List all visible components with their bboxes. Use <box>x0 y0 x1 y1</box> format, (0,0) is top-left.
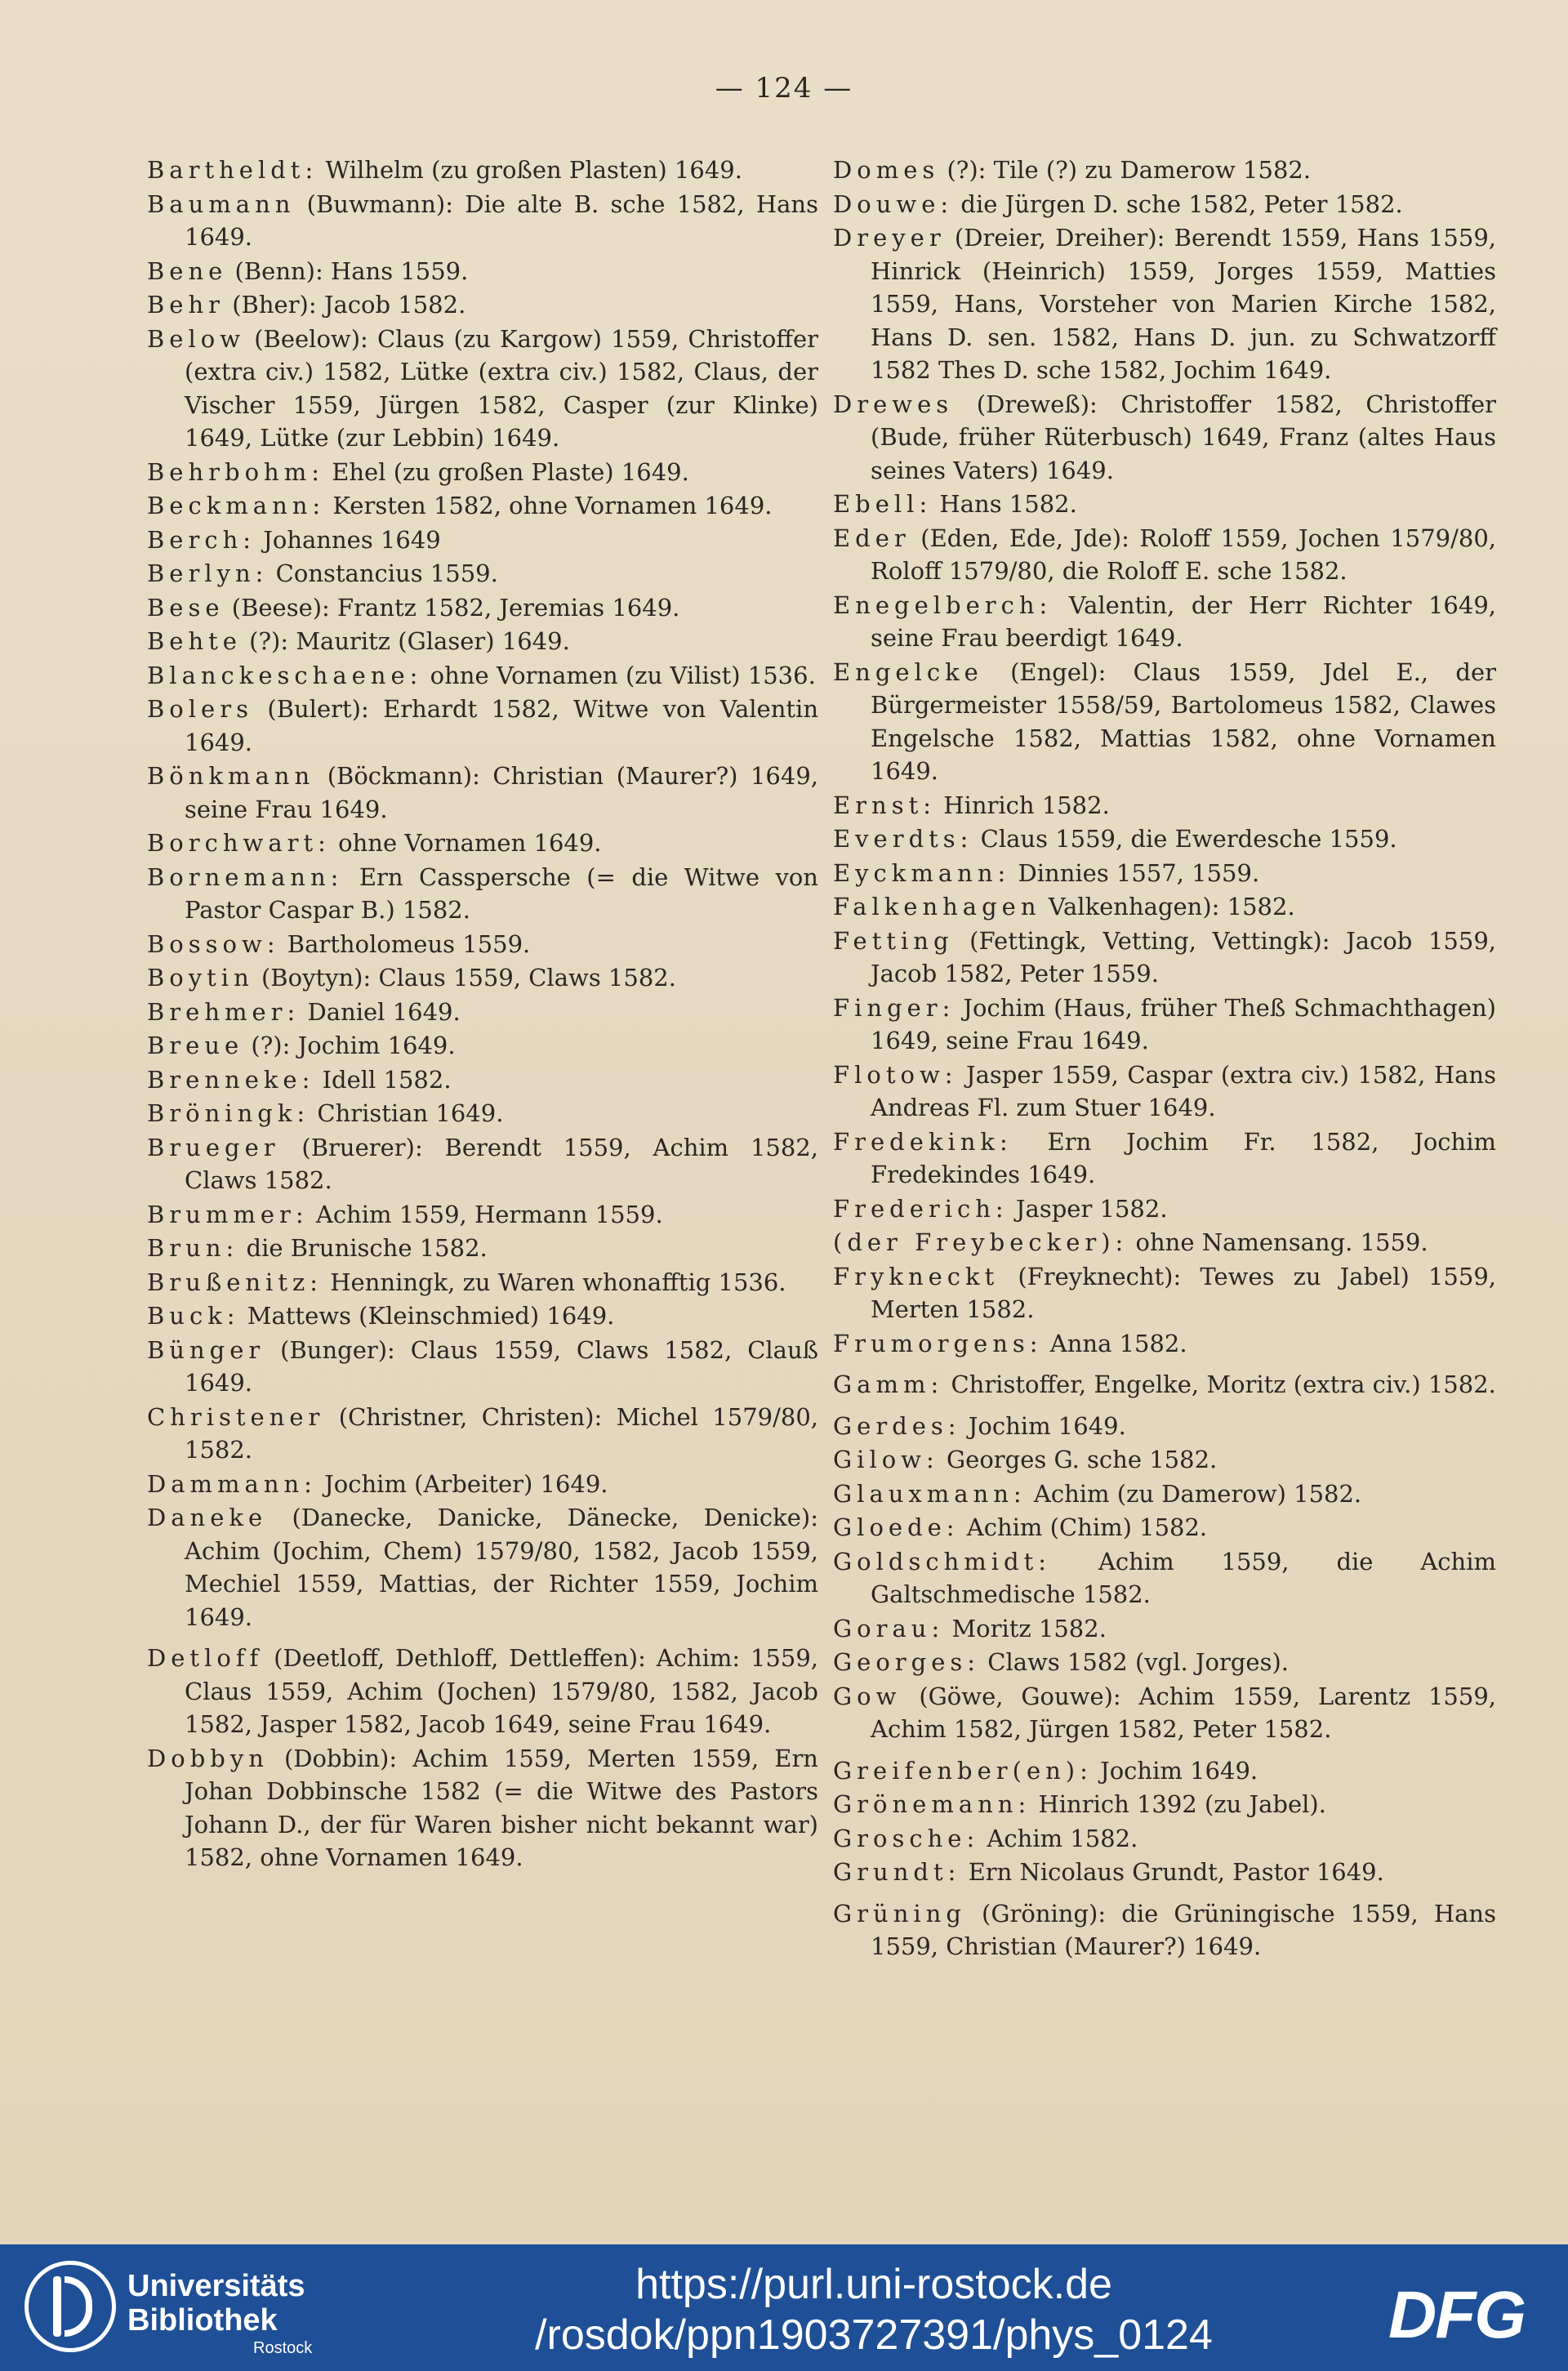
register-entry <box>833 1368 1496 1402</box>
entry-headword: Enegelberch: <box>833 591 1053 619</box>
register-entry <box>147 557 818 591</box>
register-entry <box>833 1788 1496 1821</box>
register-entry <box>147 861 818 927</box>
entry-text: (Bulert): Erhardt 1582, Witwe von Valentin 1649. <box>185 695 818 756</box>
entry-text: Ern Nicolaus Grundt, Pastor 1649. <box>960 1858 1384 1886</box>
register-entry <box>147 188 818 254</box>
entry-headword: Boytin <box>147 964 254 992</box>
register-entry <box>147 323 818 455</box>
entry-text: (Bunger): Claus 1559, Claws 1582, Clauß 1649. <box>185 1335 818 1397</box>
entry-text: Georges G. sche 1582. <box>938 1446 1218 1473</box>
entry-headword: Douwe: <box>833 189 954 218</box>
entry-headword: Bönkmann <box>147 762 315 790</box>
entry-headword: Bornemann: <box>147 862 344 891</box>
entry-headword: Grosche: <box>833 1824 980 1852</box>
register-entry <box>833 221 1496 387</box>
entry-text: Jasper 1582. <box>1008 1194 1168 1223</box>
entry-text: Achim (Chim) 1582. <box>959 1513 1208 1541</box>
left-column <box>147 154 818 1875</box>
entry-headword: Bolers <box>147 695 253 723</box>
register-entry <box>147 1198 818 1232</box>
register-entry <box>147 760 818 826</box>
entry-text: (Christner, Christen): Michel 1579/80, 1582. <box>185 1402 818 1464</box>
entry-text: (Dreweß): Christoffer 1582, Christoffer (Bude, früher Rüterbusch) 1649, Franz (altes Haus seines Vaters) 1649. <box>871 390 1496 484</box>
register-entry <box>833 857 1496 890</box>
entry-text: Dinnies 1557, 1559. <box>1010 858 1260 887</box>
register-entry <box>833 656 1496 788</box>
register-entry <box>833 1192 1496 1226</box>
entry-headword: Fetting <box>833 926 954 955</box>
entry-text: Henningk, zu Waren whonafftig 1536. <box>323 1268 786 1296</box>
entry-text: Johannes 1649 <box>256 525 441 554</box>
entry-headword: Baumann <box>147 189 296 218</box>
entry-headword: Goldschmidt: <box>833 1547 1052 1575</box>
register-entry <box>833 1856 1496 1889</box>
entry-text: Jochim 1649. <box>960 1411 1126 1440</box>
register-entry <box>147 255 818 288</box>
register-entry <box>833 789 1496 822</box>
register-entry <box>833 1260 1496 1326</box>
entry-text: die Jürgen D. sche 1582, Peter 1582. <box>953 189 1403 218</box>
entry-text: (Danecke, Danicke, Dänecke, Denicke): Achim (Jochim, Chem) 1579/80, 1582, Jacob 1559, Mechiel 1559, Mattias, der Richter 1559, Jochim 1649. <box>185 1504 818 1631</box>
entry-text: Jochim (Haus, früher Theß Schmachthagen) 1649, seine Frau 1649. <box>871 993 1496 1054</box>
entry-headword: Below <box>147 324 246 353</box>
entry-text: (Engel): Claus 1559, Jdel E., der Bürgermeister 1558/59, Bartolomeus 1582, Clawes Engelsche 1582, Mattias 1582, ohne Vornamen 1649. <box>871 657 1496 785</box>
entry-headword: Frykneckt <box>833 1262 1000 1290</box>
entry-headword: Eyckmann: <box>833 858 1011 887</box>
permalink-url[interactable] <box>441 2259 1307 2360</box>
entry-headword: Bünger <box>147 1335 265 1364</box>
entry-headword: Finger: <box>833 993 956 1022</box>
entry-text: (Benn): Hans 1559. <box>227 256 469 285</box>
entry-text: Achim 1582. <box>979 1824 1138 1852</box>
entry-text: ohne Vornamen (zu Vilist) 1536. <box>422 661 816 689</box>
register-entry <box>147 1232 818 1265</box>
entry-headword: Eder <box>833 524 911 552</box>
entry-text: Mattews (Kleinschmied) 1649. <box>239 1302 615 1330</box>
entry-text: (Böckmann): Christian (Maurer?) 1649, seine Frau 1649. <box>185 762 818 823</box>
register-entry <box>833 388 1496 488</box>
register-entry <box>147 288 818 322</box>
entry-text: (Göwe, Gouwe): Achim 1559, Larentz 1559, Achim 1582, Jürgen 1582, Peter 1582. <box>871 1682 1496 1743</box>
entry-headword: Dreyer <box>833 224 946 252</box>
entry-headword: Behte <box>147 627 242 655</box>
entry-headword: Christener <box>147 1402 325 1431</box>
entry-text: Claus 1559, die Ewerdesche 1559. <box>973 825 1397 853</box>
entry-headword: Dobbyn <box>147 1744 269 1772</box>
page-number: — 124 — <box>715 72 853 105</box>
url-line-2: /rosdok/ppn1903727391/phys_0124 <box>535 2311 1213 2359</box>
entry-headword: Gloede: <box>833 1513 960 1541</box>
entry-headword: Brußenitz: <box>147 1268 323 1296</box>
entry-text: (?): Mauritz (Glaser) 1649. <box>241 627 570 655</box>
entry-text: Christoffer, Engelke, Moritz (extra civ.) 1582. <box>943 1370 1496 1398</box>
register-entry <box>147 1642 818 1741</box>
register-entry <box>833 992 1496 1058</box>
entry-headword: Behrbohm: <box>147 457 324 486</box>
library-name: Universitäts Bibliothek <box>127 2269 305 2338</box>
register-entry <box>833 1511 1496 1544</box>
register-entry <box>147 1097 818 1130</box>
register-entry <box>147 996 818 1029</box>
entry-headword: (der Freybecker): <box>833 1228 1129 1256</box>
register-entry <box>147 524 818 557</box>
register-entry <box>147 659 818 693</box>
register-entry <box>833 154 1496 187</box>
footer-bar <box>0 2244 1568 2371</box>
entry-text: Bartholomeus 1559. <box>279 929 531 958</box>
register-entry <box>147 928 818 961</box>
entry-text: ohne Vornamen 1649. <box>330 829 602 857</box>
entry-headword: Berch: <box>147 525 256 554</box>
url-line-1: https://purl.uni-rostock.de <box>635 2261 1112 2308</box>
entry-headword: Flotow: <box>833 1060 958 1089</box>
register-entry <box>833 1443 1496 1477</box>
entry-text: Hinrich 1582. <box>936 791 1110 819</box>
entry-text: Achim 1559, Hermann 1559. <box>308 1200 663 1228</box>
entry-text: Valkenhagen): 1582. <box>1040 893 1295 920</box>
register-entry <box>147 1266 818 1299</box>
entry-headword: Fredekink: <box>833 1127 1013 1156</box>
register-entry <box>147 1131 818 1197</box>
register-entry <box>147 961 818 995</box>
university-library-logo-icon <box>24 2261 116 2352</box>
entry-text: (?): Tile (?) zu Damerow 1582. <box>939 156 1312 184</box>
register-entry <box>833 1410 1496 1443</box>
entry-headword: Detloff <box>147 1644 264 1672</box>
entry-headword: Greifenber(en): <box>833 1756 1093 1785</box>
entry-text: die Brunische 1582. <box>238 1234 488 1262</box>
entry-text: Achim 1559, die Achim Galtschmedische 1582. <box>871 1547 1496 1608</box>
register-entry <box>147 625 818 658</box>
entry-headword: Grundt: <box>833 1858 961 1886</box>
entry-headword: Beckmann: <box>147 492 326 519</box>
register-entry <box>833 1897 1496 1963</box>
entry-text: Valentin, der Herr Richter 1649, seine Frau beerdigt 1649. <box>871 591 1496 652</box>
entry-headword: Gamm: <box>833 1370 944 1398</box>
register-entry <box>147 827 818 860</box>
register-entry <box>147 456 818 489</box>
entry-text: Hinrich 1392 (zu Jabel). <box>1031 1790 1326 1818</box>
register-entry <box>833 1754 1496 1788</box>
register-entry <box>147 1468 818 1501</box>
entry-text: Christian 1649. <box>310 1099 504 1127</box>
entry-headword: Gow <box>833 1682 902 1710</box>
entry-headword: Bese <box>147 593 225 622</box>
library-city: Rostock <box>253 2339 313 2357</box>
entry-text: (Beese): Frantz 1582, Jeremias 1649. <box>224 593 680 622</box>
entry-text: (Buwmann): Die alte B. sche 1582, Hans 1649. <box>185 189 818 251</box>
register-entry <box>147 489 818 523</box>
entry-headword: Falkenhagen <box>833 893 1041 920</box>
entry-headword: Georges: <box>833 1648 981 1676</box>
register-entry <box>833 1612 1496 1646</box>
entry-headword: Brummer: <box>147 1200 309 1228</box>
entry-headword: Blanckeschaene: <box>147 661 423 689</box>
entry-headword: Drewes <box>833 390 954 418</box>
entry-text: Anna 1582. <box>1042 1329 1187 1357</box>
entry-text: (Bher): Jacob 1582. <box>225 291 466 319</box>
entry-headword: Grüning <box>833 1899 966 1928</box>
entry-text: Daniel 1649. <box>300 997 461 1026</box>
entry-headword: Brenneke: <box>147 1065 315 1094</box>
entry-headword: Ernst: <box>833 791 937 819</box>
register-entry <box>147 1299 818 1333</box>
entry-text: (Boytyn): Claus 1559, Claws 1582. <box>253 964 676 992</box>
entry-headword: Grönemann: <box>833 1790 1031 1818</box>
entry-headword: Frederich: <box>833 1194 1009 1223</box>
register-entry <box>833 1822 1496 1856</box>
entry-headword: Daneke <box>147 1504 268 1531</box>
entry-text: (Eden, Ede, Jde): Roloff 1559, Jochen 1579/80, Roloff 1579/80, die Roloff E. sche 1582. <box>871 524 1496 585</box>
entry-text: Jasper 1559, Caspar (extra civ.) 1582, Hans Andreas Fl. zum Stuer 1649. <box>871 1060 1496 1121</box>
entry-headword: Bene <box>147 256 228 285</box>
register-entry <box>147 154 818 187</box>
entry-text: Claws 1582 (vgl. Jorges). <box>980 1648 1290 1676</box>
register-entry <box>147 1029 818 1063</box>
entry-headword: Brueger <box>147 1133 280 1161</box>
entry-headword: Gerdes: <box>833 1411 961 1440</box>
entry-text: (Freyknecht): Tewes zu Jabel) 1559, Merten 1582. <box>871 1262 1496 1323</box>
entry-headword: Frumorgens: <box>833 1329 1043 1357</box>
entry-headword: Bartheldt: <box>147 156 318 184</box>
entry-text: (Bruerer): Berendt 1559, Achim 1582, Claws 1582. <box>185 1133 818 1194</box>
register-entry <box>833 1058 1496 1125</box>
entry-headword: Engelcke <box>833 657 983 686</box>
entry-headword: Bröningk: <box>147 1099 310 1127</box>
register-entry <box>147 1501 818 1633</box>
register-entry <box>833 1125 1496 1192</box>
entry-text: Jochim 1649. <box>1092 1756 1258 1785</box>
entry-headword: Everdts: <box>833 825 973 853</box>
entry-text: (Gröning): die Grüningische 1559, Hans 1559, Christian (Maurer?) 1649. <box>871 1899 1496 1960</box>
entry-headword: Borchwart: <box>147 829 331 857</box>
entry-text: Ern Casspersche (= die Witwe von Pastor Caspar B.) 1582. <box>185 862 818 924</box>
register-entry <box>147 693 818 759</box>
entry-text: Ehel (zu großen Plaste) 1649. <box>323 457 689 486</box>
register-entry <box>833 822 1496 856</box>
register-entry <box>833 1226 1496 1259</box>
entry-text: Hans 1582. <box>932 490 1077 518</box>
register-entry <box>833 1680 1496 1746</box>
register-entry <box>833 589 1496 655</box>
dfg-logo: DFG <box>1388 2278 1526 2352</box>
entry-text: (Fettingk, Vetting, Vettingk): Jacob 1559, Jacob 1582, Peter 1559. <box>871 926 1496 987</box>
entry-text: Moritz 1582. <box>944 1614 1107 1642</box>
register-entry <box>833 1327 1496 1361</box>
entry-headword: Bossow: <box>147 929 280 958</box>
register-entry <box>833 925 1496 991</box>
register-entry <box>833 522 1496 588</box>
register-entry <box>833 890 1496 924</box>
right-column <box>833 154 1496 1964</box>
register-entry <box>147 1401 818 1467</box>
entry-headword: Domes <box>833 156 940 184</box>
register-entry <box>833 1646 1496 1679</box>
entry-text: Kersten 1582, ohne Vornamen 1649. <box>325 492 773 519</box>
entry-text: Constancius 1559. <box>268 559 498 587</box>
entry-text: Achim (zu Damerow) 1582. <box>1026 1479 1362 1508</box>
entry-headword: Behr <box>147 291 225 319</box>
entry-headword: Berlyn: <box>147 559 269 587</box>
register-entry <box>833 188 1496 221</box>
entry-headword: Ebell: <box>833 490 933 518</box>
register-entry <box>147 1063 818 1097</box>
entry-headword: Dammann: <box>147 1469 317 1498</box>
entry-headword: Buck: <box>147 1302 240 1330</box>
entry-text: Idell 1582. <box>314 1065 452 1094</box>
register-entry <box>147 591 818 625</box>
register-entry <box>833 1477 1496 1511</box>
register-entry <box>833 1545 1496 1611</box>
register-entry <box>147 1334 818 1400</box>
entry-text: (Beelow): Claus (zu Kargow) 1559, Christoffer (extra civ.) 1582, Lütke (extra civ.) 1582, Claus, der Vischer 1559, Jürgen 1582, Casper (zur Klinke) 1649, Lütke (zur Lebbin) 1649. <box>185 324 818 452</box>
entry-text: ohne Namensang. 1559. <box>1128 1228 1428 1256</box>
register-entry <box>147 1742 818 1874</box>
entry-headword: Brun: <box>147 1234 239 1262</box>
entry-headword: Breue <box>147 1032 244 1059</box>
entry-text: Wilhelm (zu großen Plasten) 1649. <box>318 156 742 184</box>
entry-text: Jochim (Arbeiter) 1649. <box>316 1469 608 1498</box>
entry-headword: Gilow: <box>833 1446 939 1473</box>
entry-headword: Glauxmann: <box>833 1479 1027 1508</box>
entry-text: (?): Jochim 1649. <box>243 1032 456 1059</box>
register-entry <box>833 488 1496 521</box>
entry-text: (Dreier, Dreiher): Berendt 1559, Hans 1559, Hinrick (Heinrich) 1559, Jorges 1559, Matties 1559, Hans, Vorsteher von Marien Kirche 1582, Hans D. sen. 1582, Hans D. jun. zu Schwatzorff 1582 Thes D. sche 1582, Jochim 1649. <box>871 224 1496 384</box>
entry-headword: Brehmer: <box>147 997 301 1026</box>
entry-text: (Deetloff, Dethloff, Dettleffen): Achim: 1559, Claus 1559, Achim (Jochen) 1579/80, 1582, Jacob 1582, Jasper 1582, Jacob 1649, seine Frau 1649. <box>185 1644 818 1738</box>
entry-headword: Gorau: <box>833 1614 945 1642</box>
entry-text: Ern Jochim Fr. 1582, Jochim Fredekindes 1649. <box>871 1127 1496 1188</box>
entry-text: (Dobbin): Achim 1559, Merten 1559, Ern Johan Dobbinsche 1582 (= die Witwe des Pastors Johann D., der für Waren bisher nicht bekannt war) 1582, ohne Vornamen 1649. <box>185 1744 818 1871</box>
